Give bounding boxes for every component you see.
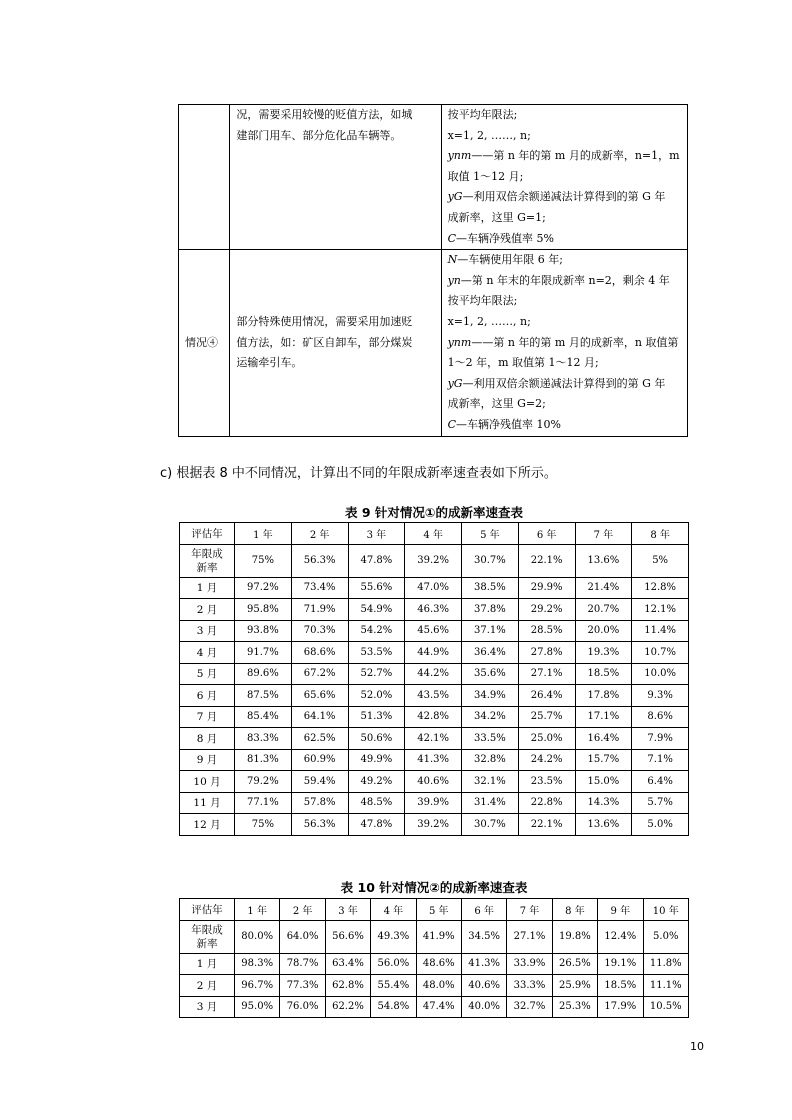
month-label-cell: 6 月	[180, 685, 235, 707]
value-cell: 11.4%	[632, 620, 689, 642]
header-cell: 1 年	[235, 523, 292, 545]
value-cell: 8.6%	[632, 706, 689, 728]
value-cell: 37.8%	[462, 599, 519, 621]
formula-symbol: ynm	[447, 335, 472, 349]
formula-symbol: yG	[447, 376, 463, 390]
formula-line	[448, 271, 681, 292]
header-cell: 5 年	[416, 899, 461, 921]
value-cell: 9.3%	[632, 685, 689, 707]
value-cell: 20.7%	[575, 599, 632, 621]
formula-text: 按平均年限法;	[447, 108, 518, 121]
value-cell: 14.3%	[575, 792, 632, 814]
value-cell: 10.7%	[632, 642, 689, 664]
value-cell: 59.4%	[291, 771, 348, 793]
value-cell: 62.5%	[291, 728, 348, 750]
value-cell: 33.3%	[507, 975, 552, 997]
table-row	[180, 577, 689, 599]
value-cell: 52.7%	[348, 663, 405, 685]
value-cell: 10.5%	[643, 996, 688, 1018]
formula-line	[448, 229, 681, 250]
value-cell: 96.7%	[235, 975, 280, 997]
value-cell: 31.4%	[462, 792, 519, 814]
rate-value-cell: 5.0%	[643, 920, 688, 953]
formula-text: x=1, 2, ……, n;	[447, 314, 531, 328]
value-cell: 54.8%	[371, 996, 416, 1018]
rate-value-cell: 12.4%	[598, 920, 643, 953]
rate-value-cell: 49.3%	[371, 920, 416, 953]
value-cell: 57.8%	[291, 792, 348, 814]
value-cell: 27.8%	[518, 642, 575, 664]
month-label-cell: 10 月	[180, 771, 235, 793]
rate-value-cell: 22.1%	[518, 544, 575, 577]
rate-value-cell: 80.0%	[235, 920, 280, 953]
value-cell: 26.4%	[518, 685, 575, 707]
table-row	[180, 642, 689, 664]
formula-line	[448, 312, 681, 333]
value-cell: 93.8%	[235, 620, 292, 642]
value-cell: 42.8%	[405, 706, 462, 728]
formula-line	[448, 105, 681, 126]
value-cell: 71.9%	[291, 599, 348, 621]
value-cell: 78.7%	[280, 953, 325, 975]
value-cell: 47.4%	[416, 996, 461, 1018]
formula-text: 取值 1～12 月;	[447, 169, 524, 183]
header-row	[180, 523, 689, 545]
value-cell: 56.3%	[291, 814, 348, 836]
value-cell: 12.1%	[632, 599, 689, 621]
table-row	[180, 953, 689, 975]
header-cell: 2 年	[280, 899, 325, 921]
value-cell: 46.3%	[405, 599, 462, 621]
value-cell: 47.8%	[348, 814, 405, 836]
value-cell: 76.0%	[280, 996, 325, 1018]
description-line: 运输牵引车。	[236, 356, 303, 370]
table-row	[180, 620, 689, 642]
month-label-cell: 11 月	[180, 792, 235, 814]
value-cell: 10.0%	[632, 663, 689, 685]
rate-value-cell: 64.0%	[280, 920, 325, 953]
value-cell: 43.5%	[405, 685, 462, 707]
formula-text: —车辆使用年限 6 年;	[457, 253, 563, 267]
value-cell: 26.5%	[552, 953, 597, 975]
description-line: 值方法，如：矿区自卸车，部分煤炭	[236, 335, 413, 349]
value-cell: 89.6%	[235, 663, 292, 685]
formula-symbol: yn	[447, 273, 461, 287]
value-cell: 91.7%	[235, 642, 292, 664]
value-cell: 18.5%	[598, 975, 643, 997]
formula-cell	[441, 105, 687, 250]
formula-text: 按平均年限法;	[447, 294, 518, 308]
value-cell: 54.2%	[348, 620, 405, 642]
header-cell: 6 年	[461, 899, 506, 921]
value-cell: 73.4%	[291, 577, 348, 599]
month-label-cell: 4 月	[180, 642, 235, 664]
value-cell: 15.0%	[575, 771, 632, 793]
formula-text: —车辆净残值率 5%	[456, 231, 554, 245]
value-cell: 17.1%	[575, 706, 632, 728]
rate-value-cell: 47.8%	[348, 544, 405, 577]
formula-text: 成新率，这里 G=2;	[447, 397, 546, 411]
formula-text: ——第 n 年的第 m 月的成新率，n=1，m	[471, 149, 680, 163]
month-label-cell: 12 月	[180, 814, 235, 836]
value-cell: 70.3%	[291, 620, 348, 642]
method-table-continuation	[178, 104, 688, 437]
situation-label-cell	[179, 105, 230, 250]
month-label-cell: 1 月	[180, 953, 235, 975]
value-cell: 95.8%	[235, 599, 292, 621]
description-line: 况，需要采用较慢的贬值方法，如城	[236, 108, 413, 121]
value-cell: 11.1%	[643, 975, 688, 997]
formula-text: —第 n 年末的年限成新率 n=2，剩余 4 年	[460, 273, 670, 287]
formula-line	[448, 167, 681, 188]
value-cell: 27.1%	[518, 663, 575, 685]
table9-rate-lookup	[179, 522, 689, 836]
value-cell: 29.2%	[518, 599, 575, 621]
header-cell: 8 年	[552, 899, 597, 921]
value-cell: 49.2%	[348, 771, 405, 793]
formula-symbol: C	[447, 417, 457, 431]
value-cell: 16.4%	[575, 728, 632, 750]
header-cell: 5 年	[462, 523, 519, 545]
formula-line	[448, 187, 681, 208]
value-cell: 47.0%	[405, 577, 462, 599]
value-cell: 22.8%	[518, 792, 575, 814]
value-cell: 18.5%	[575, 663, 632, 685]
value-cell: 42.1%	[405, 728, 462, 750]
value-cell: 30.7%	[462, 814, 519, 836]
value-cell: 39.9%	[405, 792, 462, 814]
formula-text: x=1, 2, ……, n;	[447, 128, 531, 142]
value-cell: 39.2%	[405, 814, 462, 836]
table-row	[180, 685, 689, 707]
header-cell: 6 年	[518, 523, 575, 545]
value-cell: 44.9%	[405, 642, 462, 664]
page-number: 10	[690, 1040, 704, 1053]
table-row	[180, 706, 689, 728]
rate-label-line: 新率	[196, 561, 218, 574]
value-cell: 17.9%	[598, 996, 643, 1018]
formula-text: —车辆净残值率 10%	[456, 417, 561, 431]
value-cell: 22.1%	[518, 814, 575, 836]
rate-label-cell	[180, 920, 235, 953]
header-cell-label: 评估年	[180, 899, 235, 921]
value-cell: 98.3%	[235, 953, 280, 975]
value-cell: 32.8%	[462, 749, 519, 771]
value-cell: 55.6%	[348, 577, 405, 599]
header-cell: 4 年	[405, 523, 462, 545]
value-cell: 41.3%	[461, 953, 506, 975]
value-cell: 49.9%	[348, 749, 405, 771]
rate-value-cell: 41.9%	[416, 920, 461, 953]
rate-row	[180, 920, 689, 953]
value-cell: 85.4%	[235, 706, 292, 728]
formula-symbol: N	[447, 253, 458, 267]
value-cell: 25.0%	[518, 728, 575, 750]
value-cell: 95.0%	[235, 996, 280, 1018]
value-cell: 48.0%	[416, 975, 461, 997]
table-row	[179, 105, 688, 250]
table-row	[180, 771, 689, 793]
value-cell: 87.5%	[235, 685, 292, 707]
value-cell: 5.0%	[632, 814, 689, 836]
value-cell: 55.4%	[371, 975, 416, 997]
formula-line	[448, 374, 681, 395]
value-cell: 45.6%	[405, 620, 462, 642]
month-label-cell: 1 月	[180, 577, 235, 599]
value-cell: 24.2%	[518, 749, 575, 771]
rate-value-cell: 56.3%	[291, 544, 348, 577]
header-cell: 10 年	[643, 899, 688, 921]
value-cell: 28.5%	[518, 620, 575, 642]
formula-line	[448, 415, 681, 436]
value-cell: 37.1%	[462, 620, 519, 642]
value-cell: 17.8%	[575, 685, 632, 707]
value-cell: 20.0%	[575, 620, 632, 642]
value-cell: 40.6%	[461, 975, 506, 997]
value-cell: 29.9%	[518, 577, 575, 599]
value-cell: 5.7%	[632, 792, 689, 814]
header-cell: 1 年	[235, 899, 280, 921]
rate-label-line: 新率	[196, 937, 218, 950]
table10-caption: 表 10 针对情况②的成新率速查表	[340, 880, 528, 895]
rate-label-line: 年限成	[191, 923, 223, 936]
month-label-cell: 8 月	[180, 728, 235, 750]
table9-caption: 表 9 针对情况①的成新率速查表	[345, 505, 523, 520]
value-cell: 6.4%	[632, 771, 689, 793]
table-row	[179, 250, 688, 436]
value-cell: 11.8%	[643, 953, 688, 975]
value-cell: 97.2%	[235, 577, 292, 599]
table-row	[180, 792, 689, 814]
formula-symbol: yG	[447, 190, 463, 204]
table-row	[180, 749, 689, 771]
rate-value-cell: 19.8%	[552, 920, 597, 953]
intro-paragraph: c) 根据表 8 中不同情况，计算出不同的年限成新率速查表如下所示。	[160, 466, 557, 481]
value-cell: 34.9%	[462, 685, 519, 707]
table-row	[180, 975, 689, 997]
formula-line	[448, 333, 681, 354]
value-cell: 21.4%	[575, 577, 632, 599]
value-cell: 40.6%	[405, 771, 462, 793]
formula-text: ——第 n 年的第 m 月的成新率，n 取值第	[471, 335, 679, 349]
value-cell: 68.6%	[291, 642, 348, 664]
rate-value-cell: 27.1%	[507, 920, 552, 953]
value-cell: 34.2%	[462, 706, 519, 728]
value-cell: 12.8%	[632, 577, 689, 599]
value-cell: 53.5%	[348, 642, 405, 664]
value-cell: 54.9%	[348, 599, 405, 621]
value-cell: 23.5%	[518, 771, 575, 793]
rate-value-cell: 13.6%	[575, 544, 632, 577]
value-cell: 51.3%	[348, 706, 405, 728]
value-cell: 52.0%	[348, 685, 405, 707]
rate-row	[180, 544, 689, 577]
formula-line	[448, 208, 681, 229]
rate-value-cell: 30.7%	[462, 544, 519, 577]
value-cell: 48.6%	[416, 953, 461, 975]
value-cell: 65.6%	[291, 685, 348, 707]
header-cell: 7 年	[575, 523, 632, 545]
description-line: 建部门用车、部分危化品车辆等。	[236, 128, 402, 142]
formula-line	[448, 353, 681, 374]
value-cell: 60.9%	[291, 749, 348, 771]
table-row	[180, 663, 689, 685]
value-cell: 62.8%	[325, 975, 370, 997]
situation-description-cell	[230, 250, 441, 436]
value-cell: 32.1%	[462, 771, 519, 793]
header-cell: 2 年	[291, 523, 348, 545]
header-cell: 3 年	[348, 523, 405, 545]
situation-description-cell	[230, 105, 441, 250]
formula-line	[448, 291, 681, 312]
value-cell: 33.5%	[462, 728, 519, 750]
value-cell: 63.4%	[325, 953, 370, 975]
value-cell: 56.0%	[371, 953, 416, 975]
rate-value-cell: 34.5%	[461, 920, 506, 953]
header-cell-label: 评估年	[180, 523, 235, 545]
value-cell: 35.6%	[462, 663, 519, 685]
situation-label: 情况④	[185, 335, 218, 349]
value-cell: 41.3%	[405, 749, 462, 771]
table-row	[180, 599, 689, 621]
header-cell: 8 年	[632, 523, 689, 545]
header-row	[180, 899, 689, 921]
value-cell: 77.3%	[280, 975, 325, 997]
value-cell: 38.5%	[462, 577, 519, 599]
month-label-cell: 5 月	[180, 663, 235, 685]
value-cell: 67.2%	[291, 663, 348, 685]
month-label-cell: 3 月	[180, 620, 235, 642]
value-cell: 75%	[235, 814, 292, 836]
header-cell: 3 年	[325, 899, 370, 921]
table10-rate-lookup	[179, 898, 689, 1018]
value-cell: 7.9%	[632, 728, 689, 750]
value-cell: 13.6%	[575, 814, 632, 836]
month-label-cell: 9 月	[180, 749, 235, 771]
table-row	[180, 996, 689, 1018]
formula-text: —利用双倍余额递减法计算得到的第 G 年	[462, 190, 666, 204]
value-cell: 83.3%	[235, 728, 292, 750]
value-cell: 62.2%	[325, 996, 370, 1018]
formula-text: 成新率，这里 G=1;	[447, 210, 546, 224]
header-cell: 9 年	[598, 899, 643, 921]
value-cell: 25.3%	[552, 996, 597, 1018]
formula-line	[448, 250, 681, 271]
value-cell: 25.9%	[552, 975, 597, 997]
month-label-cell: 3 月	[180, 996, 235, 1018]
value-cell: 77.1%	[235, 792, 292, 814]
situation-label-cell	[179, 250, 230, 436]
value-cell: 19.1%	[598, 953, 643, 975]
formula-cell	[441, 250, 687, 436]
table-row	[180, 814, 689, 836]
table-row	[180, 728, 689, 750]
value-cell: 50.6%	[348, 728, 405, 750]
rate-value-cell: 75%	[235, 544, 292, 577]
value-cell: 40.0%	[461, 996, 506, 1018]
value-cell: 25.7%	[518, 706, 575, 728]
value-cell: 19.3%	[575, 642, 632, 664]
value-cell: 48.5%	[348, 792, 405, 814]
value-cell: 64.1%	[291, 706, 348, 728]
rate-value-cell: 5%	[632, 544, 689, 577]
formula-line	[448, 394, 681, 415]
value-cell: 15.7%	[575, 749, 632, 771]
formula-line	[448, 126, 681, 147]
formula-text: —利用双倍余额递减法计算得到的第 G 年	[462, 376, 666, 390]
month-label-cell: 2 月	[180, 975, 235, 997]
header-cell: 4 年	[371, 899, 416, 921]
value-cell: 81.3%	[235, 749, 292, 771]
formula-symbol: C	[447, 231, 457, 245]
formula-line	[448, 146, 681, 167]
month-label-cell: 7 月	[180, 706, 235, 728]
value-cell: 32.7%	[507, 996, 552, 1018]
rate-label-line: 年限成	[191, 547, 223, 560]
value-cell: 7.1%	[632, 749, 689, 771]
rate-value-cell: 56.6%	[325, 920, 370, 953]
rate-value-cell: 39.2%	[405, 544, 462, 577]
description-line: 部分特殊使用情况，需要采用加速贬	[236, 314, 413, 328]
value-cell: 33.9%	[507, 953, 552, 975]
value-cell: 79.2%	[235, 771, 292, 793]
rate-label-cell	[180, 544, 235, 577]
formula-text: 1～2 年，m 取值第 1～12 月;	[447, 356, 599, 370]
value-cell: 44.2%	[405, 663, 462, 685]
header-cell: 7 年	[507, 899, 552, 921]
value-cell: 36.4%	[462, 642, 519, 664]
month-label-cell: 2 月	[180, 599, 235, 621]
formula-symbol: ynm	[447, 149, 472, 163]
